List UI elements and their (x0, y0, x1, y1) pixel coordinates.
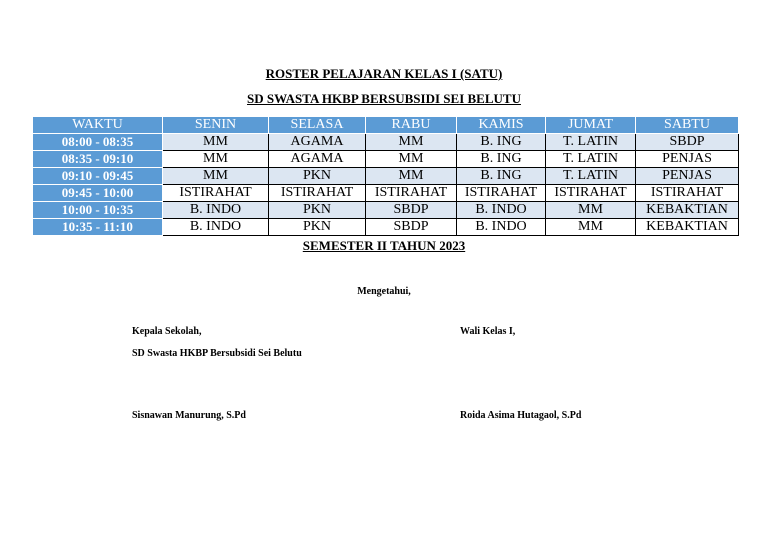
semester-label: SEMESTER II TAHUN 2023 (302, 238, 466, 253)
subject-cell: MM (163, 151, 269, 168)
subject-cell: B. ING (457, 151, 546, 168)
subject-cell: SBDP (636, 134, 739, 151)
principal-label: Kepala Sekolah, (132, 326, 202, 337)
column-header-sabtu: SABTU (636, 117, 739, 134)
subject-cell: T. LATIN (546, 168, 636, 185)
time-slot-cell: 09:45 - 10:00 (33, 185, 163, 202)
subject-cell: PKN (269, 202, 366, 219)
subject-cell: MM (546, 219, 636, 236)
homeroom-teacher-name: Roida Asima Hutagaol, S.Pd (460, 410, 582, 421)
subject-cell: SBDP (366, 219, 457, 236)
subject-cell: PENJAS (636, 151, 739, 168)
subject-cell: ISTIRAHAT (366, 185, 457, 202)
subject-cell: ISTIRAHAT (636, 185, 739, 202)
subject-cell: B. ING (457, 134, 546, 151)
principal-name: Sisnawan Manurung, S.Pd (132, 410, 246, 421)
table-row (33, 134, 739, 151)
subject-cell: B. INDO (457, 219, 546, 236)
subject-cell: B. ING (457, 168, 546, 185)
time-slot-cell: 10:00 - 10:35 (33, 202, 163, 219)
table-row (33, 151, 739, 168)
schedule-table (32, 116, 739, 236)
school-title: SD SWASTA HKBP BERSUBSIDI SEI BELUTU (247, 91, 521, 106)
table-row (33, 219, 739, 236)
subject-cell: B. INDO (457, 202, 546, 219)
subject-cell: AGAMA (269, 151, 366, 168)
subject-cell: MM (163, 134, 269, 151)
subject-cell: AGAMA (269, 134, 366, 151)
subject-cell: MM (366, 151, 457, 168)
table-header-row (33, 117, 739, 134)
document-title: ROSTER PELAJARAN KELAS I (SATU) (265, 66, 503, 81)
column-header-senin: SENIN (163, 117, 269, 134)
subject-cell: T. LATIN (546, 151, 636, 168)
subject-cell: MM (546, 202, 636, 219)
subject-cell: ISTIRAHAT (163, 185, 269, 202)
table-row (33, 185, 739, 202)
time-slot-cell: 08:00 - 08:35 (33, 134, 163, 151)
subject-cell: T. LATIN (546, 134, 636, 151)
time-slot-cell: 10:35 - 11:10 (33, 219, 163, 236)
column-header-selasa: SELASA (269, 117, 366, 134)
column-header-rabu: RABU (366, 117, 457, 134)
subject-cell: ISTIRAHAT (269, 185, 366, 202)
column-header-jumat: JUMAT (546, 117, 636, 134)
column-header-waktu: WAKTU (33, 117, 163, 134)
subject-cell: KEBAKTIAN (636, 202, 739, 219)
subject-cell: ISTIRAHAT (546, 185, 636, 202)
subject-cell: PKN (269, 168, 366, 185)
time-slot-cell: 09:10 - 09:45 (33, 168, 163, 185)
school-name: SD Swasta HKBP Bersubsidi Sei Belutu (132, 348, 302, 359)
subject-cell: ISTIRAHAT (457, 185, 546, 202)
subject-cell: B. INDO (163, 219, 269, 236)
acknowledgement-label: Mengetahui, (357, 286, 411, 297)
subject-cell: PKN (269, 219, 366, 236)
subject-cell: MM (163, 168, 269, 185)
time-slot-cell: 08:35 - 09:10 (33, 151, 163, 168)
homeroom-teacher-label: Wali Kelas I, (460, 326, 516, 337)
subject-cell: B. INDO (163, 202, 269, 219)
table-row (33, 168, 739, 185)
subject-cell: SBDP (366, 202, 457, 219)
subject-cell: MM (366, 168, 457, 185)
subject-cell: PENJAS (636, 168, 739, 185)
subject-cell: MM (366, 134, 457, 151)
table-row (33, 202, 739, 219)
subject-cell: KEBAKTIAN (636, 219, 739, 236)
column-header-kamis: KAMIS (457, 117, 546, 134)
